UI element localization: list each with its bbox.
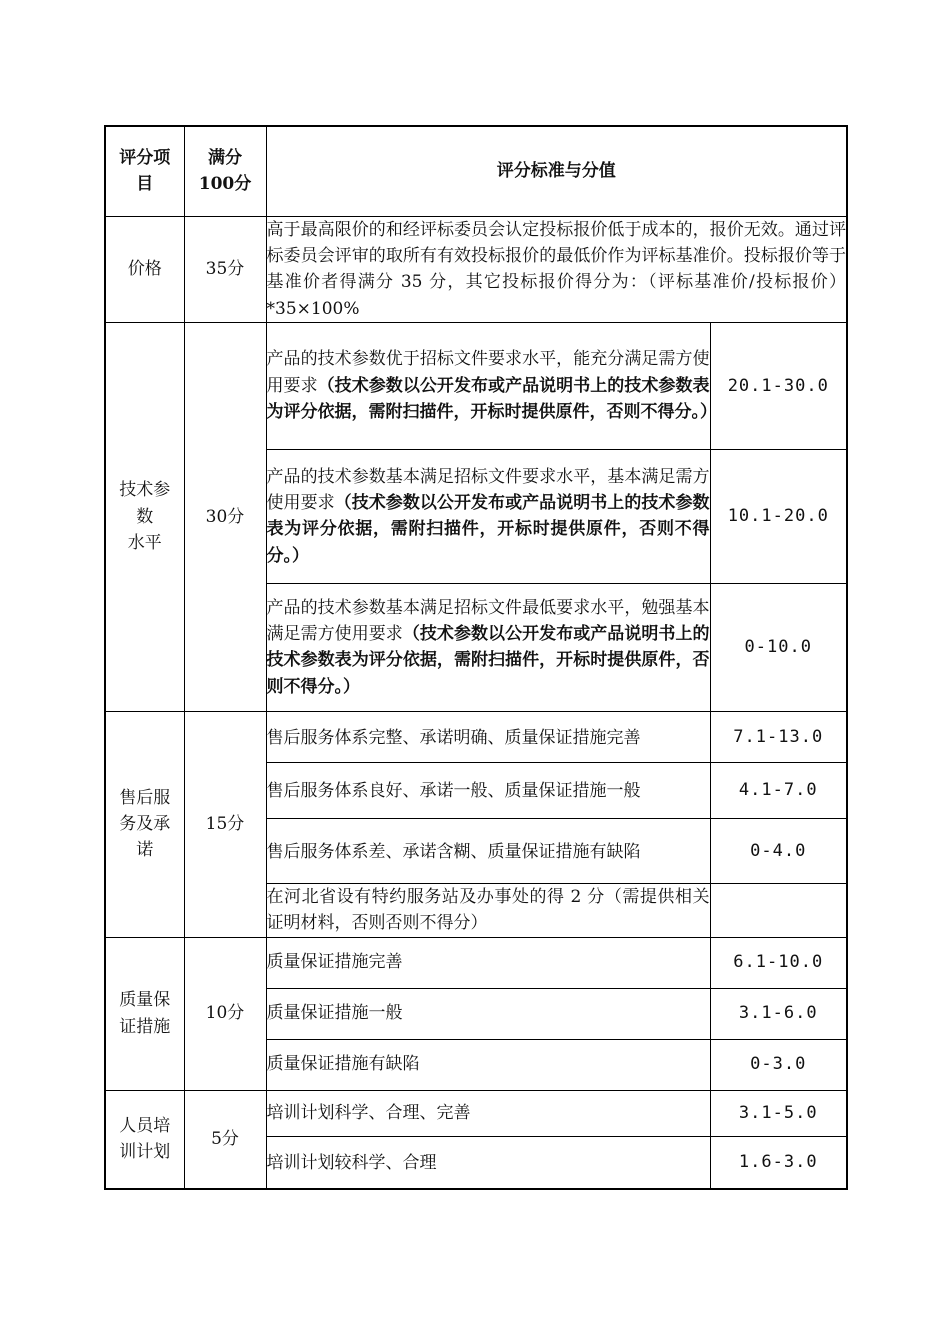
tech-item-line1: 技术参 [119, 480, 171, 501]
tech-criteria-1 [266, 322, 717, 449]
tech-item-line3: 水平 [127, 533, 162, 554]
service-points [184, 711, 266, 937]
quality-criteria-3: 质量保证措施有缺陷 [266, 1039, 710, 1090]
quality-item [105, 937, 184, 1090]
price-item-label: 价格 [127, 259, 162, 280]
tech-score-3: 0-10.0 [710, 583, 847, 711]
price-item [105, 216, 184, 322]
header-points-line2: 100分 [198, 174, 252, 195]
service-criteria-3: 售后服务体系差、承诺含糊、质量保证措施有缺陷 [266, 818, 710, 883]
service-item-line2: 务及承 [119, 814, 171, 835]
service-row-1 [105, 711, 847, 762]
training-score-1: 3.1-5.0 [710, 1090, 847, 1136]
service-item [105, 711, 184, 937]
tech-item [105, 322, 184, 711]
training-item [105, 1090, 184, 1189]
tech-criteria-2-text: 产品的技术参数基本满足招标文件要求水平，基本满足需方使用要求 [266, 466, 710, 514]
header-points-line1: 满分 [208, 147, 242, 168]
tech-criteria-1-text: 产品的技术参数优于招标文件要求水平，能充分满足需方使用要求 [266, 349, 710, 396]
quality-score-2: 3.1-6.0 [710, 988, 847, 1039]
tech-points [184, 322, 266, 711]
training-criteria-2: 培训计划较科学、合理 [266, 1136, 710, 1189]
header-points [184, 126, 266, 216]
service-score-1: 7.1-13.0 [710, 711, 847, 762]
service-score-4 [710, 883, 847, 937]
header-row [105, 126, 847, 216]
service-item-line3: 诺 [136, 840, 154, 861]
price-row [105, 216, 847, 322]
tech-criteria-3 [266, 583, 710, 711]
training-points-label: 5分 [211, 1129, 239, 1150]
tech-criteria-3-note: （技术参数以公开发布或产品说明书上的技术参数表为评分依据，需附扫描件，开标时提供原件，否则不得分。） [266, 624, 710, 697]
tech-score-1: 20.1-30.0 [710, 322, 847, 449]
service-score-2: 4.1-7.0 [710, 762, 847, 818]
quality-criteria-1: 质量保证措施完善 [266, 937, 710, 988]
service-points-label: 15分 [205, 814, 245, 835]
scoring-table [104, 125, 848, 1190]
header-item [105, 126, 184, 216]
quality-criteria-2: 质量保证措施一般 [266, 988, 710, 1039]
price-points [184, 216, 266, 322]
tech-criteria-1-note: （技术参数以公开发布或产品说明书上的技术参数表为评分依据，需附扫描件，开标时提供原件，否则不得分。） [266, 375, 717, 423]
tech-points-label: 30分 [205, 506, 245, 527]
training-score-2: 1.6-3.0 [710, 1136, 847, 1189]
quality-points [184, 937, 266, 1090]
training-row-1 [105, 1090, 847, 1136]
training-points [184, 1090, 266, 1189]
training-item-line1: 人员培 [119, 1115, 171, 1136]
quality-score-3: 0-3.0 [710, 1039, 847, 1090]
header-criteria: 评分标准与分值 [266, 126, 847, 216]
header-item-label: 评分项目 [119, 147, 171, 195]
tech-criteria-2 [266, 449, 710, 583]
service-item-line1: 售后服 [119, 787, 171, 808]
service-criteria-4: 在河北省设有特约服务站及办事处的得 2 分（需提供相关证明材料，否则否则不得分） [266, 883, 710, 937]
tech-score-2: 10.1-20.0 [710, 449, 847, 583]
quality-score-1: 6.1-10.0 [710, 937, 847, 988]
training-item-line2: 训计划 [119, 1142, 171, 1163]
tech-row-1 [105, 322, 847, 449]
quality-points-label: 10分 [205, 1003, 245, 1024]
quality-row-1 [105, 937, 847, 988]
tech-criteria-2-note: （技术参数以公开发布或产品说明书上的技术参数表为评分依据，需附扫描件，开标时提供原件，否则不得分。） [266, 493, 710, 566]
quality-item-line1: 质量保 [119, 990, 171, 1011]
training-criteria-1: 培训计划科学、合理、完善 [266, 1090, 710, 1136]
service-criteria-1: 售后服务体系完整、承诺明确、质量保证措施完善 [266, 711, 710, 762]
tech-criteria-3-text: 产品的技术参数基本满足招标文件最低要求水平，勉强基本满足需方使用要求 [266, 597, 710, 645]
price-criteria: 高于最高限价的和经评标委员会认定投标报价低于成本的，报价无效。通过评标委员会评审的取所有有效投标报价的最低价作为评标基准价。投标报价等于基准价者得满分 35 分，其它投标报价得分为：（评标基准价/投标报价）*35×100% [266, 216, 847, 322]
service-criteria-2: 售后服务体系良好、承诺一般、质量保证措施一般 [266, 762, 710, 818]
quality-item-line2: 证措施 [119, 1016, 171, 1037]
price-points-label: 35分 [205, 259, 245, 280]
service-score-3: 0-4.0 [710, 818, 847, 883]
tech-item-line2: 数 [136, 506, 154, 527]
